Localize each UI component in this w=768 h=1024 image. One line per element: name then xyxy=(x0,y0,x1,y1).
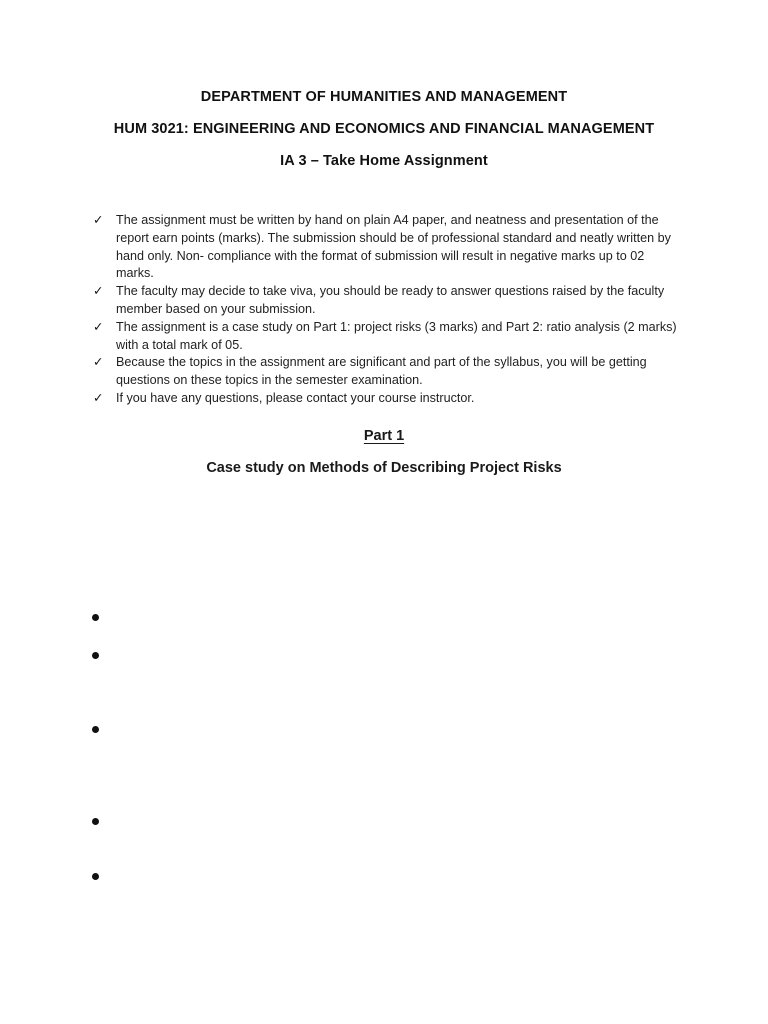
check-icon: ✓ xyxy=(93,284,104,299)
department-heading: DEPARTMENT OF HUMANITIES AND MANAGEMENT xyxy=(200,89,568,105)
bullet-icon xyxy=(92,818,99,825)
case-study-title: Case study on Methods of Describing Project Risks xyxy=(206,460,562,476)
instruction-item xyxy=(93,390,678,408)
instruction-item xyxy=(93,212,678,283)
bullet-icon xyxy=(92,614,99,621)
check-icon: ✓ xyxy=(93,319,104,334)
check-icon: ✓ xyxy=(93,213,104,227)
instruction-text: The assignment is a case study on Part 1: project risks (3 marks) and Part 2: ratio analysis (2 marks) with a total mark of 05. xyxy=(116,319,677,352)
check-icon: ✓ xyxy=(93,390,104,405)
instruction-list xyxy=(93,212,678,408)
instruction-item xyxy=(93,354,678,390)
instruction-text: The faculty may decide to take viva, you should be ready to answer questions raised by the faculty member based on your submission. xyxy=(116,284,665,316)
instruction-text: The assignment must be written by hand on plain A4 paper, and neatness and presentation of the report earn points (marks). The submission should be of professional standard and neatly written by hand only. Non- compliance with the format of submission will result in negative marks up to 02 marks. xyxy=(116,213,671,281)
course-heading: HUM 3021: ENGINEERING AND ECONOMICS AND FINANCIAL MANAGEMENT xyxy=(113,121,655,137)
part-heading xyxy=(0,428,768,444)
check-icon: ✓ xyxy=(93,355,104,370)
bullet-icon xyxy=(92,873,99,880)
assignment-heading: IA 3 – Take Home Assignment xyxy=(280,153,488,169)
instruction-text: Because the topics in the assignment are significant and part of the syllabus, you will be getting questions on these topics in the semester examination. xyxy=(116,355,647,388)
bullet-icon xyxy=(92,726,99,733)
bullet-icon xyxy=(92,652,99,659)
instruction-text: If you have any questions, please contact your course instructor. xyxy=(116,390,475,405)
instruction-item xyxy=(93,283,678,319)
part-title-text: Part 1 xyxy=(363,428,405,444)
instruction-item xyxy=(93,319,678,355)
